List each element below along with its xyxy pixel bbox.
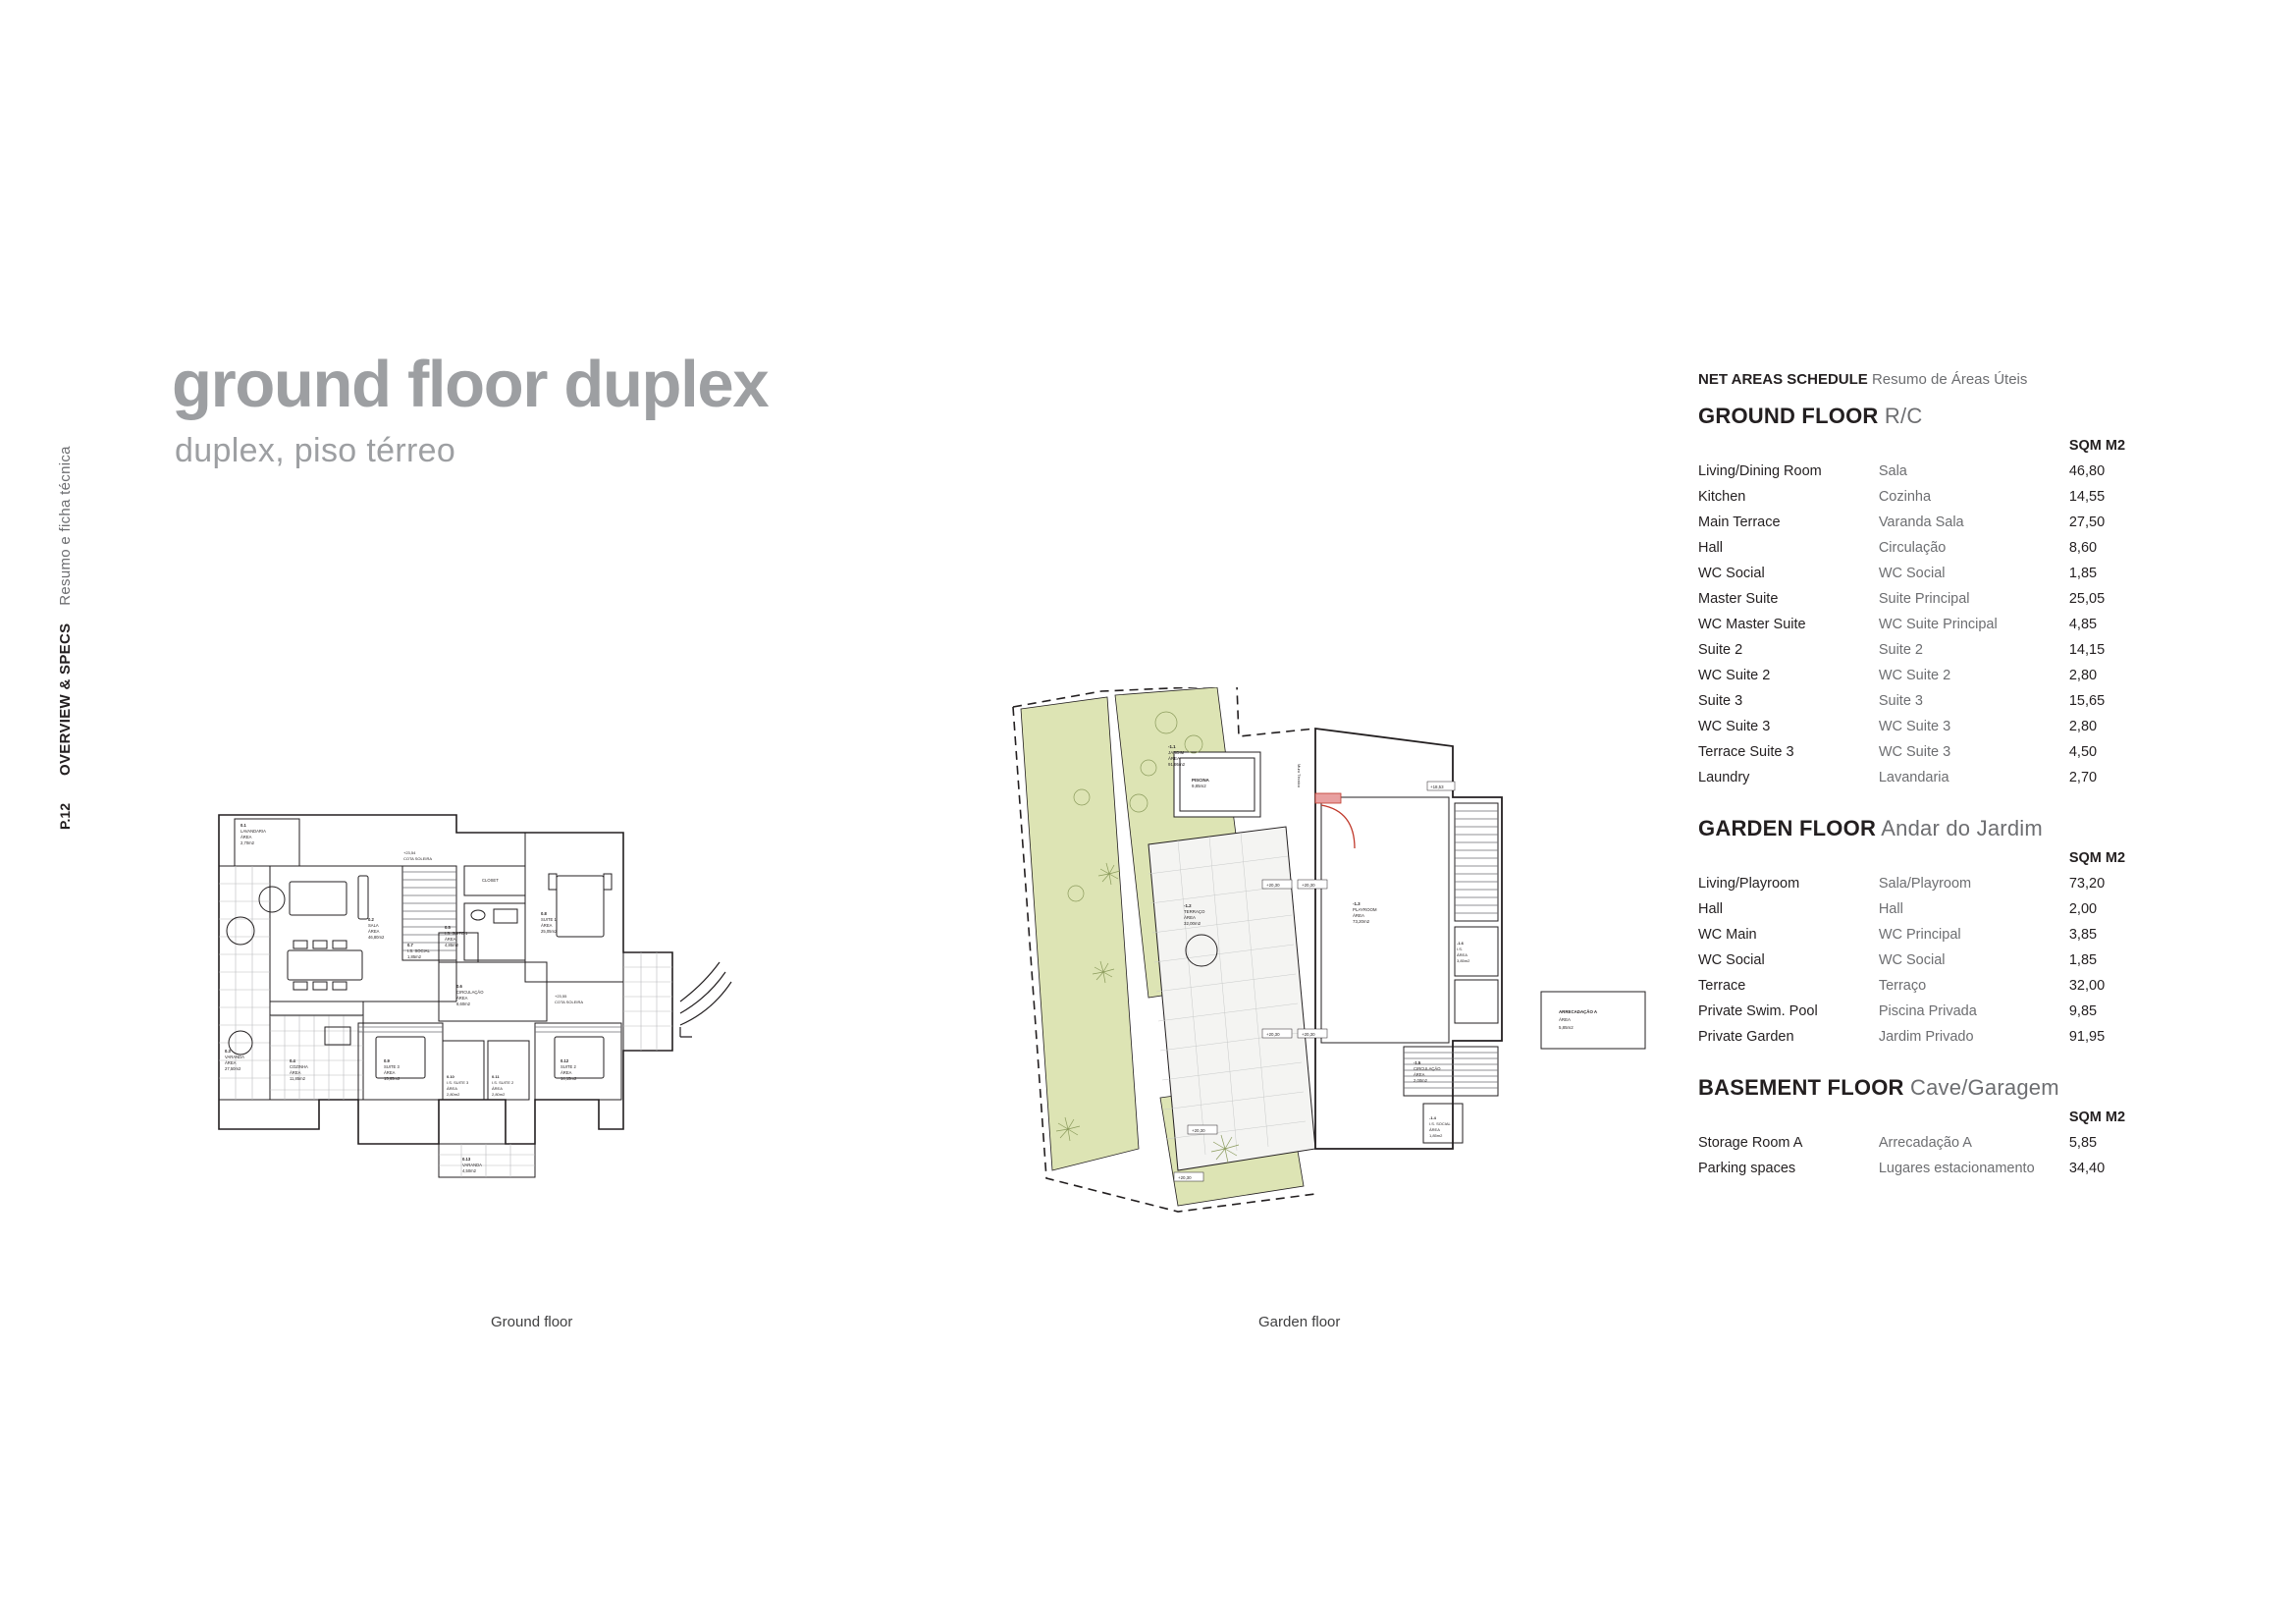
svg-text:11,85m2: 11,85m2 — [290, 1076, 305, 1081]
svg-text:SUITE 1: SUITE 1 — [541, 917, 557, 922]
svg-text:ÁREA: ÁREA — [561, 1070, 572, 1075]
svg-text:0.12: 0.12 — [561, 1058, 569, 1063]
svg-text:ÁREA: ÁREA — [456, 996, 468, 1001]
svg-text:32,00m2: 32,00m2 — [1184, 921, 1201, 926]
svg-text:9,85m2: 9,85m2 — [1192, 784, 1206, 788]
group-title-en: BASEMENT FLOOR — [1698, 1075, 1904, 1100]
svg-text:SALA: SALA — [368, 923, 379, 928]
areas-table-ground-floor — [1698, 433, 2169, 790]
row-label-pt: Terraço — [1878, 978, 1927, 994]
row-label-en: Main Terrace — [1698, 514, 1781, 530]
svg-text:0.3: 0.3 — [225, 1049, 231, 1054]
schedule-header — [1698, 371, 2169, 388]
row-label-en: Hall — [1698, 901, 1723, 917]
svg-text:15,65m2: 15,65m2 — [384, 1076, 400, 1081]
svg-text:CIRCULAÇÃO: CIRCULAÇÃO — [1414, 1066, 1441, 1071]
side-rail-subsection: Resumo e ficha técnica — [57, 446, 74, 606]
group-title-pt: Andar do Jardim — [1881, 816, 2043, 840]
group-title-en: GROUND FLOOR — [1698, 404, 1879, 428]
row-label-pt: WC Principal — [1878, 927, 1961, 943]
svg-text:46,80m2: 46,80m2 — [368, 935, 385, 940]
svg-text:PLAYROOM: PLAYROOM — [1353, 907, 1377, 912]
sqm-label: SQM M2 — [2068, 438, 2126, 454]
svg-text:I.S. SUITE 2: I.S. SUITE 2 — [492, 1080, 514, 1085]
table-row — [1698, 510, 2169, 535]
svg-text:PISCINA: PISCINA — [1192, 778, 1209, 783]
row-label-pt: Suite 3 — [1878, 693, 1923, 709]
schedule-header-light: Resumo de Áreas Úteis — [1871, 371, 2028, 388]
svg-text:I.S. SUITE 3: I.S. SUITE 3 — [447, 1080, 469, 1085]
table-row-header — [1698, 845, 2169, 871]
table-row — [1698, 1156, 2169, 1181]
svg-text:+20,30: +20,30 — [1266, 883, 1280, 888]
row-label-pt: Suite Principal — [1878, 591, 1970, 607]
row-label-pt: Lugares estacionamento — [1878, 1161, 2035, 1176]
svg-text:+20,30: +20,30 — [1178, 1175, 1192, 1180]
svg-text:3,85m2: 3,85m2 — [1457, 958, 1470, 963]
svg-text:0.13: 0.13 — [462, 1157, 471, 1162]
row-value: 14,55 — [2068, 489, 2106, 505]
row-value: 2,80 — [2068, 668, 2098, 683]
page-title: ground floor duplex — [172, 348, 769, 421]
sqm-label: SQM M2 — [2068, 850, 2126, 866]
svg-text:I.S.: I.S. — [1457, 947, 1464, 951]
svg-text:0.11: 0.11 — [492, 1074, 500, 1079]
table-row-header — [1698, 433, 2169, 459]
group-title-pt: Cave/Garagem — [1909, 1075, 2059, 1100]
svg-text:I.S. SOCIAL: I.S. SOCIAL — [1429, 1121, 1451, 1126]
svg-text:4,85m2: 4,85m2 — [445, 943, 458, 947]
svg-text:+20,30: +20,30 — [1266, 1032, 1280, 1037]
svg-text:ÁREA: ÁREA — [445, 937, 456, 942]
row-label-pt: Sala/Playroom — [1878, 876, 1972, 892]
row-label-pt: Piscina Privada — [1878, 1003, 1977, 1019]
svg-text:VARANDA: VARANDA — [462, 1163, 482, 1167]
row-label-pt: WC Suite 3 — [1878, 744, 1951, 760]
svg-text:0.2: 0.2 — [368, 917, 374, 922]
row-value: 1,85 — [2068, 566, 2098, 581]
row-label-en: WC Social — [1698, 952, 1765, 968]
svg-text:2,00m2: 2,00m2 — [1414, 1078, 1427, 1083]
row-label-pt: WC Suite Principal — [1878, 617, 1998, 632]
svg-text:ÁREA: ÁREA — [1559, 1017, 1571, 1022]
svg-text:ÁREA: ÁREA — [1414, 1072, 1425, 1077]
svg-text:2,70m2: 2,70m2 — [240, 840, 254, 845]
row-label-en: Terrace Suite 3 — [1698, 744, 1794, 760]
svg-text:ÁREA: ÁREA — [1168, 756, 1180, 761]
schedule-group-garden-floor — [1698, 816, 2169, 1050]
table-row — [1698, 688, 2169, 714]
svg-text:CIRCULAÇÃO: CIRCULAÇÃO — [456, 990, 484, 995]
table-row — [1698, 896, 2169, 922]
row-value: 32,00 — [2068, 978, 2106, 994]
svg-text:27,50m2: 27,50m2 — [225, 1066, 241, 1071]
side-rail — [57, 446, 74, 776]
svg-text:COTA SOLEIRA: COTA SOLEIRA — [403, 856, 433, 861]
row-label-en: Living/Playroom — [1698, 876, 1800, 892]
row-value: 14,15 — [2068, 642, 2106, 658]
row-value: 2,00 — [2068, 901, 2098, 917]
svg-text:+18,53: +18,53 — [1430, 785, 1444, 789]
group-title-en: GARDEN FLOOR — [1698, 816, 1877, 840]
svg-text:2,80m2: 2,80m2 — [492, 1092, 506, 1097]
table-row — [1698, 922, 2169, 947]
row-label-en: Private Garden — [1698, 1029, 1794, 1045]
svg-text:-1.3: -1.3 — [1353, 901, 1361, 906]
svg-text:ÁREA: ÁREA — [225, 1060, 237, 1065]
page-number: P.12 — [57, 803, 73, 830]
row-value: 25,05 — [2068, 591, 2106, 607]
row-value: 1,85 — [2068, 952, 2098, 968]
svg-text:0.6: 0.6 — [456, 984, 462, 989]
svg-text:25,05m2: 25,05m2 — [541, 929, 558, 934]
row-label-en: WC Master Suite — [1698, 617, 1806, 632]
table-row — [1698, 586, 2169, 612]
group-title-garden-floor — [1698, 816, 2169, 841]
row-value: 9,85 — [2068, 1003, 2098, 1019]
svg-text:91,95m2: 91,95m2 — [1168, 762, 1186, 767]
row-label-en: Suite 3 — [1698, 693, 1743, 709]
row-label-en: Private Swim. Pool — [1698, 1003, 1818, 1019]
row-value: 5,85 — [2068, 1135, 2098, 1151]
table-row — [1698, 999, 2169, 1024]
svg-text:LAVANDARIA: LAVANDARIA — [240, 829, 266, 834]
row-label-en: Hall — [1698, 540, 1723, 556]
side-rail-section: OVERVIEW & SPECS — [57, 623, 74, 776]
svg-text:14,15m2: 14,15m2 — [561, 1076, 577, 1081]
row-value: 15,65 — [2068, 693, 2106, 709]
row-label-pt: WC Social — [1878, 566, 1946, 581]
svg-text:+23,55: +23,55 — [555, 994, 567, 999]
svg-text:TERRAÇO: TERRAÇO — [1184, 909, 1205, 914]
svg-text:ÁREA: ÁREA — [384, 1070, 396, 1075]
row-value: 27,50 — [2068, 514, 2106, 530]
row-label-pt: WC Suite 3 — [1878, 719, 1951, 734]
row-value: 2,70 — [2068, 770, 2098, 785]
svg-text:4,50m2: 4,50m2 — [462, 1168, 476, 1173]
table-row — [1698, 871, 2169, 896]
svg-text:8,60m2: 8,60m2 — [456, 1001, 470, 1006]
table-row — [1698, 663, 2169, 688]
areas-table-garden-floor — [1698, 845, 2169, 1050]
svg-text:COZINHA: COZINHA — [290, 1064, 308, 1069]
table-row — [1698, 561, 2169, 586]
table-row — [1698, 484, 2169, 510]
group-title-ground-floor — [1698, 404, 2169, 429]
ground-floor-plan-drawing — [211, 805, 839, 1296]
svg-text:SUITE 3: SUITE 3 — [384, 1064, 400, 1069]
table-row — [1698, 459, 2169, 484]
row-label-en: Storage Room A — [1698, 1135, 1803, 1151]
row-label-en: Suite 2 — [1698, 642, 1743, 658]
svg-text:1,85m2: 1,85m2 — [1429, 1133, 1443, 1138]
table-row — [1698, 739, 2169, 765]
svg-text:ÁREA: ÁREA — [1457, 952, 1468, 957]
group-title-basement-floor — [1698, 1075, 2169, 1101]
row-label-pt: Cozinha — [1878, 489, 1932, 505]
svg-text:VARANDA: VARANDA — [225, 1055, 244, 1059]
svg-text:0.5: 0.5 — [445, 925, 451, 930]
row-label-en: WC Social — [1698, 566, 1765, 581]
svg-text:0.1: 0.1 — [240, 823, 246, 828]
ground-floor-caption: Ground floor — [491, 1314, 573, 1330]
row-value: 2,80 — [2068, 719, 2098, 734]
svg-text:ÁREA: ÁREA — [1353, 913, 1364, 918]
areas-table-basement-floor — [1698, 1105, 2169, 1181]
row-value: 4,85 — [2068, 617, 2098, 632]
svg-text:0.10: 0.10 — [447, 1074, 454, 1079]
row-label-en: Living/Dining Room — [1698, 463, 1822, 479]
row-label-pt: Varanda Sala — [1878, 514, 1964, 530]
table-row — [1698, 612, 2169, 637]
row-label-en: Parking spaces — [1698, 1161, 1796, 1176]
svg-text:COTA SOLEIRA: COTA SOLEIRA — [555, 1000, 584, 1004]
svg-text:ÁREA: ÁREA — [541, 923, 553, 928]
sqm-label: SQM M2 — [2068, 1110, 2126, 1125]
svg-text:ÁREA: ÁREA — [240, 835, 252, 839]
svg-text:ÁREA: ÁREA — [290, 1070, 301, 1075]
svg-text:73,20m2: 73,20m2 — [1353, 919, 1370, 924]
svg-text:ÁREA: ÁREA — [1429, 1127, 1440, 1132]
svg-text:0.9: 0.9 — [384, 1058, 390, 1063]
svg-text:ÁREA: ÁREA — [492, 1086, 503, 1091]
page-subtitle: duplex, piso térreo — [175, 432, 456, 469]
svg-text:+20,30: +20,30 — [1302, 883, 1315, 888]
svg-text:+20,30: +20,30 — [1192, 1128, 1205, 1133]
svg-text:SUITE 2: SUITE 2 — [561, 1064, 576, 1069]
svg-text:-1.5: -1.5 — [1414, 1060, 1421, 1065]
svg-text:I.S. SUITE 1: I.S. SUITE 1 — [445, 931, 468, 936]
table-row — [1698, 765, 2169, 790]
schedule-group-ground-floor — [1698, 404, 2169, 790]
row-label-en: Master Suite — [1698, 591, 1779, 607]
svg-text:-1.6: -1.6 — [1457, 941, 1464, 946]
table-row — [1698, 714, 2169, 739]
row-label-pt: Sala — [1878, 463, 1907, 479]
row-value: 73,20 — [2068, 876, 2106, 892]
row-label-pt: Suite 2 — [1878, 642, 1923, 658]
svg-text:ÁREA: ÁREA — [368, 929, 380, 934]
schedule-header-bold: NET AREAS SCHEDULE — [1698, 371, 1868, 388]
row-label-pt: WC Suite 2 — [1878, 668, 1951, 683]
row-label-pt: Jardim Privado — [1878, 1029, 1974, 1045]
svg-text:+23,54: +23,54 — [403, 850, 416, 855]
svg-text:2,80m2: 2,80m2 — [447, 1092, 460, 1097]
svg-text:Muro Técnico: Muro Técnico — [1297, 764, 1302, 788]
row-value: 3,85 — [2068, 927, 2098, 943]
svg-text:0.7: 0.7 — [407, 943, 413, 947]
svg-text:-1.2: -1.2 — [1184, 903, 1192, 908]
row-label-pt: Lavandaria — [1878, 770, 1949, 785]
table-row-header — [1698, 1105, 2169, 1130]
svg-text:ARRECADAÇÃO A: ARRECADAÇÃO A — [1559, 1009, 1598, 1014]
svg-text:JARDIM: JARDIM — [1168, 750, 1185, 755]
table-row — [1698, 1130, 2169, 1156]
table-row — [1698, 947, 2169, 973]
svg-text:-1.1: -1.1 — [1168, 744, 1176, 749]
svg-text:I.S. SOCIAL: I.S. SOCIAL — [407, 948, 430, 953]
row-value: 91,95 — [2068, 1029, 2106, 1045]
svg-text:+20,30: +20,30 — [1302, 1032, 1315, 1037]
svg-text:0.4: 0.4 — [290, 1058, 295, 1063]
garden-floor-plan-drawing — [991, 687, 1679, 1306]
schedule-group-basement-floor — [1698, 1075, 2169, 1181]
table-row — [1698, 535, 2169, 561]
row-label-en: WC Suite 2 — [1698, 668, 1771, 683]
row-label-pt: Arrecadação A — [1878, 1135, 1972, 1151]
row-label-en: WC Main — [1698, 927, 1757, 943]
row-label-pt: WC Social — [1878, 952, 1946, 968]
row-label-en: Kitchen — [1698, 489, 1746, 505]
net-areas-schedule — [1698, 371, 2169, 1207]
row-label-en: Laundry — [1698, 770, 1750, 785]
garden-floor-caption: Garden floor — [1258, 1314, 1341, 1330]
svg-text:CLOSET: CLOSET — [482, 878, 499, 883]
svg-text:1,85m2: 1,85m2 — [407, 954, 421, 959]
svg-text:ÁREA: ÁREA — [1184, 915, 1196, 920]
group-title-pt: R/C — [1884, 404, 1923, 428]
row-label-pt: Hall — [1878, 901, 1903, 917]
table-row — [1698, 1024, 2169, 1050]
svg-text:5,85m2: 5,85m2 — [1559, 1025, 1574, 1030]
svg-text:ÁREA: ÁREA — [447, 1086, 457, 1091]
row-value: 4,50 — [2068, 744, 2098, 760]
row-label-en: Terrace — [1698, 978, 1746, 994]
table-row — [1698, 637, 2169, 663]
svg-text:-1.4: -1.4 — [1429, 1115, 1436, 1120]
svg-text:0.8: 0.8 — [541, 911, 547, 916]
row-label-pt: Circulação — [1878, 540, 1947, 556]
row-value: 8,60 — [2068, 540, 2098, 556]
row-value: 46,80 — [2068, 463, 2106, 479]
row-label-en: WC Suite 3 — [1698, 719, 1771, 734]
table-row — [1698, 973, 2169, 999]
row-value: 34,40 — [2068, 1161, 2106, 1176]
